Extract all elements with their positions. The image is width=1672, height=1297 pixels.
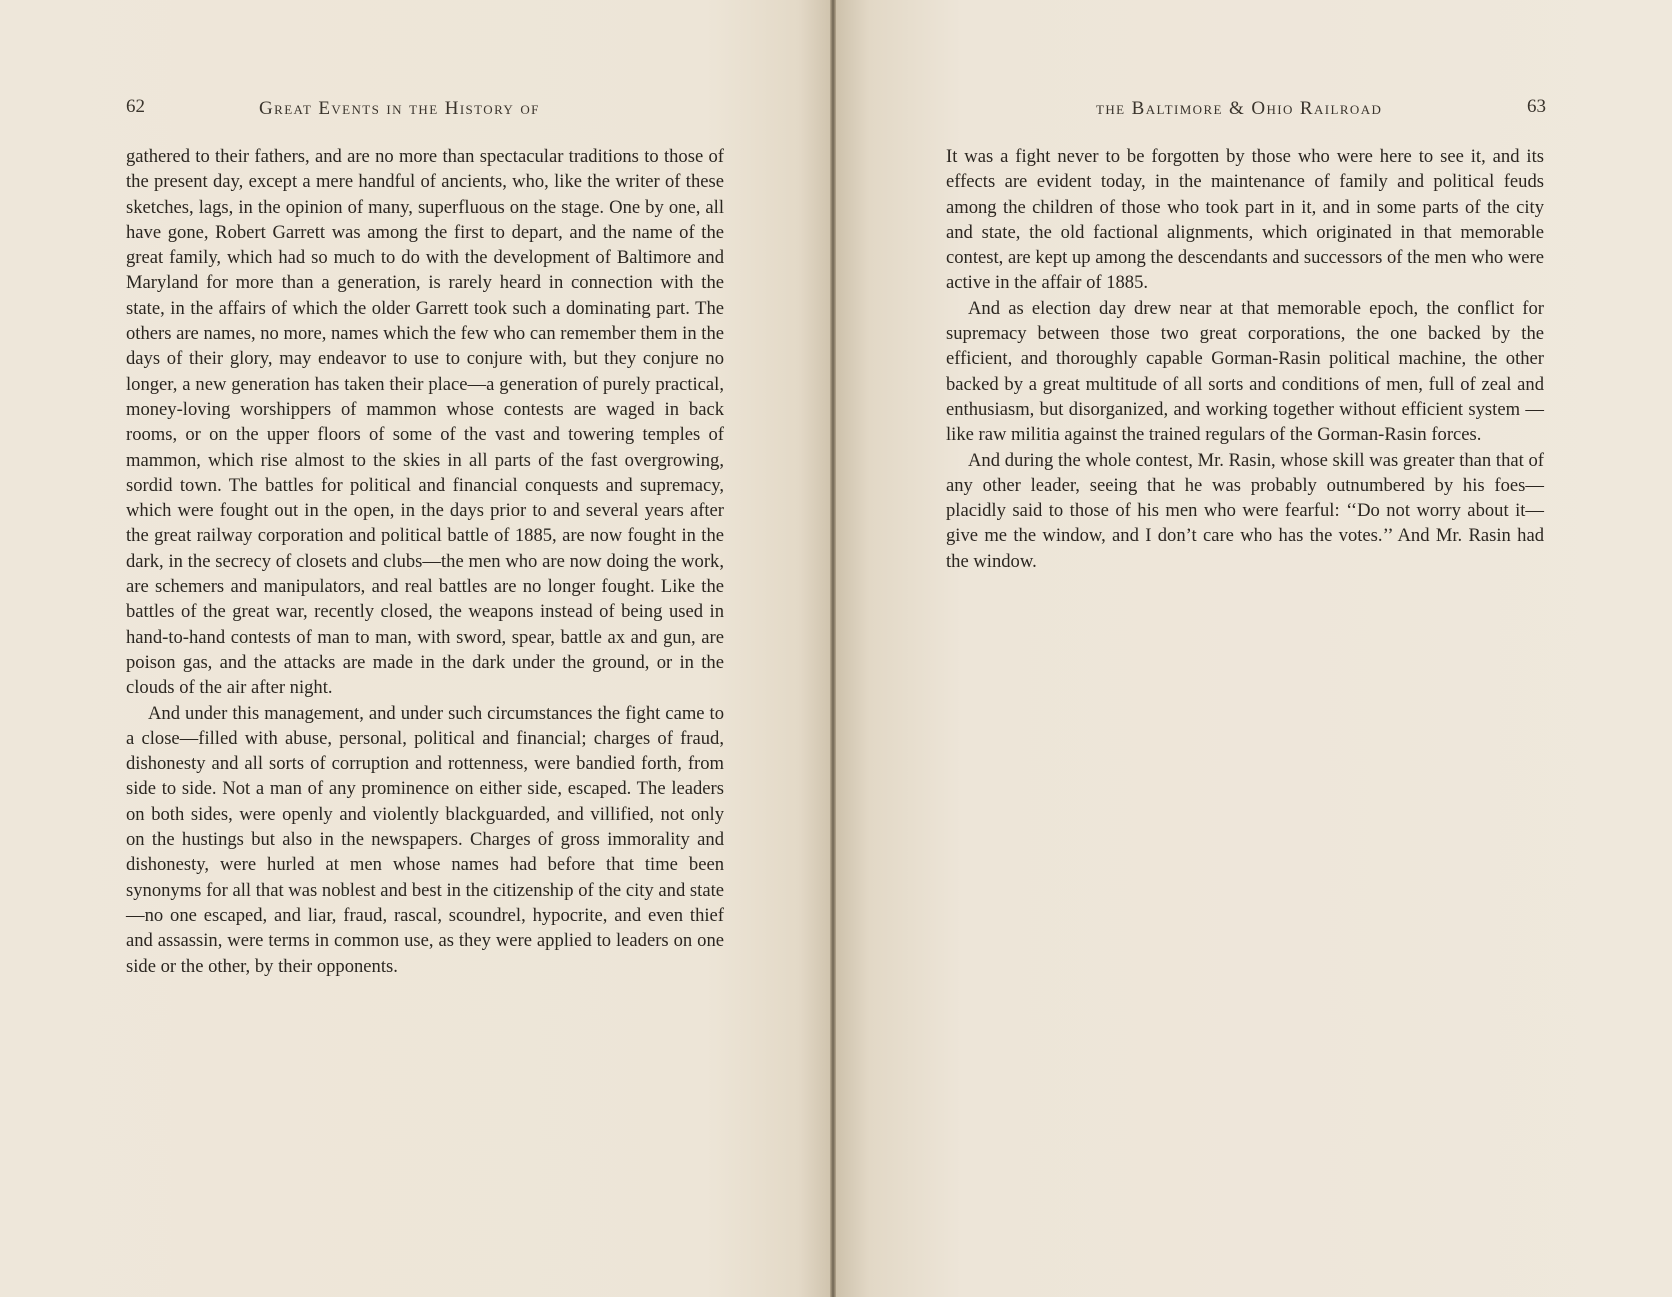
left-running-head [126, 98, 726, 124]
right-paragraph-2: And as election day drew near at that memorable epoch, the conflict for supremacy between those two great corporations, the one backed by the efficient, and thoroughly capable Gorman-Rasin political machine, the other backed by a great multitude of all sorts and conditions of men, full of zeal and enthusiasm, but disorganized, and working together without efficient system —like raw militia against the trained regulars of the Gorman-Rasin forces. [946, 297, 1544, 446]
left-paragraph-1: gathered to their fathers, and are no more than spectacular traditions to those of the present day, except a mere handful of ancients, who, like the writer of these sketches, lags, in the opinion of many, superfluous on the stage. One by one, all have gone, Robert Garrett was among the first to depart, and the name of the great family, which had so much to do with the development of Baltimore and Maryland for more than a generation, is rarely heard in connection with the state, in the affairs of which the older Garrett took such a dominating part. The others are names, no more, names which the few who can remember them in the days of their glory, may endeavor to use to conjure with, but they conjure no longer, a new generation has taken their place—a generation of purely practical, money-loving worshippers of mammon whose contests are waged in back rooms, or on the upper floors of some of the vast and towering temples of mammon, which rise almost to the skies in all parts of the fast overgrowing, sordid town. The battles for political and financial conquests and supremacy, which were fought out in the open, in the days prior to and several years after the great railway corporation and political battle of 1885, are now fought in the dark, in the secrecy of closets and clubs—the men who are now doing the work, are schemers and manipulators, and real battles are no longer fought. Like the battles of the great war, recently closed, the weapons instead of being used in hand-to-hand contests of man to man, with sword, spear, battle ax and gun, are poison gas, and the attacks are made in the dark under the ground, or in the clouds of the air after night. [126, 146, 724, 699]
right-page [836, 0, 1672, 1297]
left-paragraph-2: And under this management, and under such circumstances the fight came to a close—filled with abuse, personal, political and financial; charges of fraud, dishonesty and all sorts of corruption and rottenness, were bandied forth, from side to side. Not a man of any prominence on either side, escaped. The leaders on both sides, were openly and violently blackguarded, and villified, not only on the hustings but also in the newspapers. Charges of gross immorality and dishonesty, were hurled at men whose names had before that time been synonyms for all that was noblest and best in the citizenship of the city and state—no one escaped, and liar, fraud, rascal, scoundrel, hypocrite, and even thief and assassin, were terms in common use, as they were applied to leaders on one side or the other, by their opponents. [126, 702, 724, 977]
left-page-number: 62 [126, 96, 145, 117]
right-page-number: 63 [1527, 96, 1546, 117]
right-running-head [946, 98, 1546, 124]
right-paragraph-1: It was a fight never to be forgotten by those who were here to see it, and its effects are evident today, in the maintenance of family and political feuds among the children of those who took part in it, and in some parts of the city and state, the old factional alignments, which originated in that memorable contest, are kept up among the descendants and successors of the men who were active in the affair of 1885. [946, 146, 1544, 294]
right-paragraph-3: And during the whole contest, Mr. Rasin, whose skill was greater than that of any other leader, seeing that he was probably outnumbered by his foes—placidly said to those of his men who were fearful: ‘‘Do not worry about it—give me the window, and I don’t care who has the votes.’’ And Mr. Rasin had the window. [946, 449, 1544, 572]
right-text-block [946, 144, 1544, 574]
left-page [0, 0, 832, 1297]
right-running-title: the Baltimore & Ohio Railroad [1096, 98, 1383, 119]
left-running-title: Great Events in the History of [259, 98, 540, 119]
left-text-block [126, 144, 724, 979]
